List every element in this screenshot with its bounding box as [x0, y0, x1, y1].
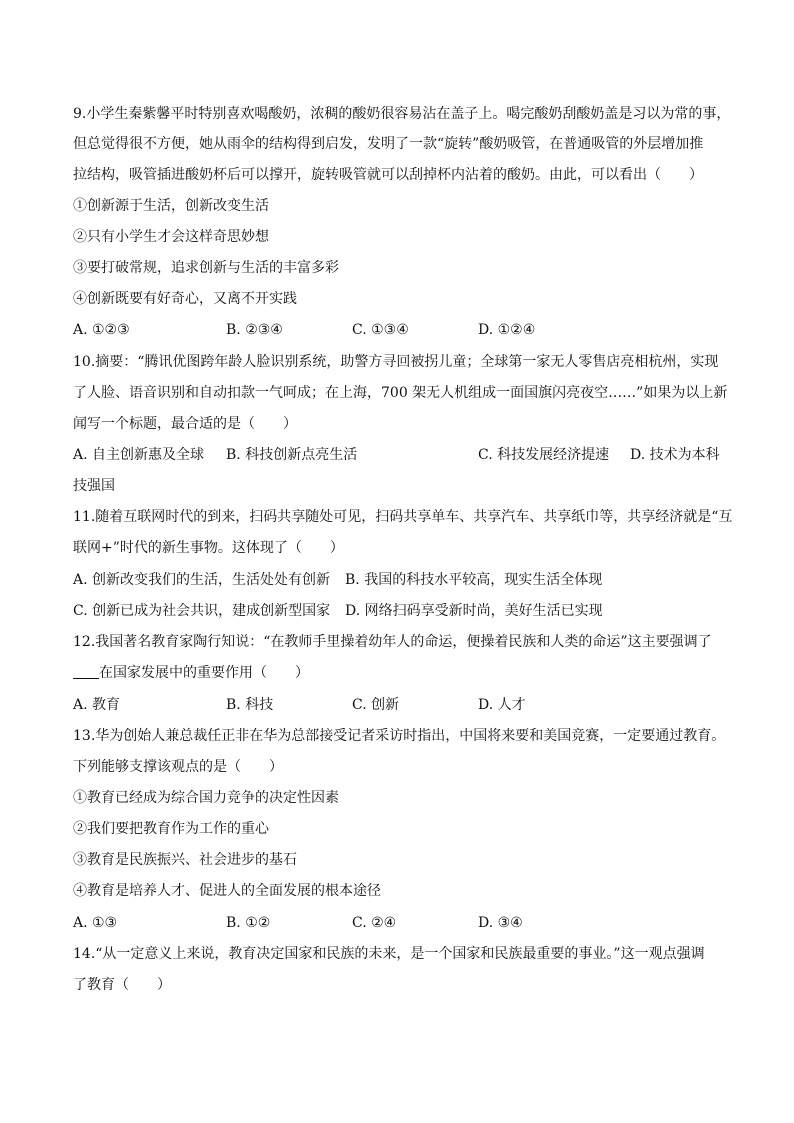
q13-options: [73, 913, 733, 933]
q9-statement-1: ①创新源于生活，创新改变生活: [73, 198, 269, 214]
q12-option-a: A. 教育: [73, 697, 121, 713]
q10-option-d-wrap: 技强国: [73, 478, 115, 494]
q13-option-a: A. ①③: [73, 915, 118, 931]
q13-option-b: B. ①②: [226, 915, 271, 931]
q10-stem-line-3: 闻写一个标题，最合适的是（ ）: [73, 416, 297, 432]
q9-stem-line-1: 9.小学生秦紫馨平时特别喜欢喝酸奶，浓稠的酸奶很容易沾在盖子上。喝完酸奶刮酸奶盖是习以为常的事，: [73, 106, 731, 122]
q13-statement-3: ③教育是民族振兴、社会进步的基石: [73, 852, 297, 868]
q14-stem-line-2: 了教育（ ）: [73, 977, 171, 993]
q10-stem-line-1: 10.摘要：“腾讯优图跨年龄人脸识别系统，助警方寻回被拐儿童；全球第一家无人零售店亮相杭州，实现: [73, 354, 719, 370]
q12-option-c: C. 创新: [352, 697, 400, 713]
q12-option-b: B. 科技: [226, 697, 274, 713]
q13-statement-4: ④教育是培养人才、促进人的全面发展的根本途径: [73, 883, 381, 899]
q11-stem-line-1: 11.随着互联网时代的到来，扫码共享随处可见，扫码共享单车、共享汽车、共享纸巾等，共享经济就是“互: [73, 509, 733, 525]
q9-option-a: A. ①②③: [73, 322, 130, 338]
q13-statement-1: ①教育已经成为综合国力竞争的决定性因素: [73, 790, 339, 806]
q11-option-b: B. 我国的科技水平较高，现实生活全体现: [345, 572, 603, 588]
q9-statement-3: ③要打破常规，追求创新与生活的丰富多彩: [73, 260, 339, 276]
q11-option-a: A. 创新改变我们的生活，生活处处有创新: [73, 572, 331, 588]
q13-option-c: C. ②④: [352, 915, 397, 931]
q11-options-row-1: [73, 570, 733, 590]
q10-option-d: D. 技术为本科: [630, 447, 720, 463]
q12-stem-line-2: [73, 663, 309, 683]
q12-stem-line-1: 12.我国著名教育家陶行知说：“在教师手里操着幼年人的命运，便操着民族和人类的命运”这主要强调了: [73, 634, 712, 650]
q11-options-row-2: [73, 601, 733, 621]
q9-options: [73, 320, 733, 340]
q11-stem-line-2: 联网+”时代的新生事物。这体现了（ ）: [73, 540, 344, 556]
q12-options: [73, 695, 733, 715]
q10-option-a: A. 自主创新惠及全球: [73, 447, 205, 463]
q9-option-d: D. ①②④: [478, 322, 536, 338]
q11-option-d: D. 网络扫码享受新时尚，美好生活已实现: [345, 603, 603, 619]
q11-option-c: C. 创新已成为社会共识，建成创新型国家: [73, 603, 331, 619]
q10-options: [73, 445, 733, 465]
answer-blank: [73, 664, 99, 679]
q13-option-d: D. ③④: [478, 915, 523, 931]
q9-statement-2: ②只有小学生才会这样奇思妙想: [73, 229, 269, 245]
q10-option-b: B. 科技创新点亮生活: [226, 447, 358, 463]
q14-stem-line-1: 14.“从一定意义上来说，教育决定国家和民族的未来，是一个国家和民族最重要的事业。”这一观点强调: [73, 946, 705, 962]
q9-option-c: C. ①③④: [352, 322, 409, 338]
q12-option-d: D. 人才: [478, 697, 526, 713]
q13-statement-2: ②我们要把教育作为工作的重心: [73, 821, 269, 837]
q10-option-c: C. 科技发展经济提速: [478, 447, 610, 463]
q9-statement-4: ④创新既要有好奇心，又离不开实践: [73, 291, 297, 307]
q12-stem-line-2-text: 在国家发展中的重要作用（ ）: [99, 665, 309, 681]
q13-stem-line-1: 13.华为创始人兼总裁任正非在华为总部接受记者采访时指出，中国将来要和美国竞赛，一定要通过教育。: [73, 728, 726, 744]
q9-option-b: B. ②③④: [226, 322, 283, 338]
q13-stem-line-2: 下列能够支撑该观点的是（ ）: [73, 759, 283, 775]
q9-stem-line-3: 拉结构，吸管插进酸奶杯后可以撑开，旋转吸管就可以刮掉杯内沾着的酸奶。由此，可以看出（ ）: [73, 167, 703, 183]
q10-stem-line-2: 了人脸、语音识别和自动扣款一气呵成；在上海，700 架无人机组成一面国旗闪亮夜空……”如果为以上新: [73, 385, 728, 401]
q9-stem-line-2: 但总觉得很不方便，她从雨伞的结构得到启发，发明了一款“旋转”酸奶吸管，在普通吸管的外层增加推: [73, 136, 704, 152]
